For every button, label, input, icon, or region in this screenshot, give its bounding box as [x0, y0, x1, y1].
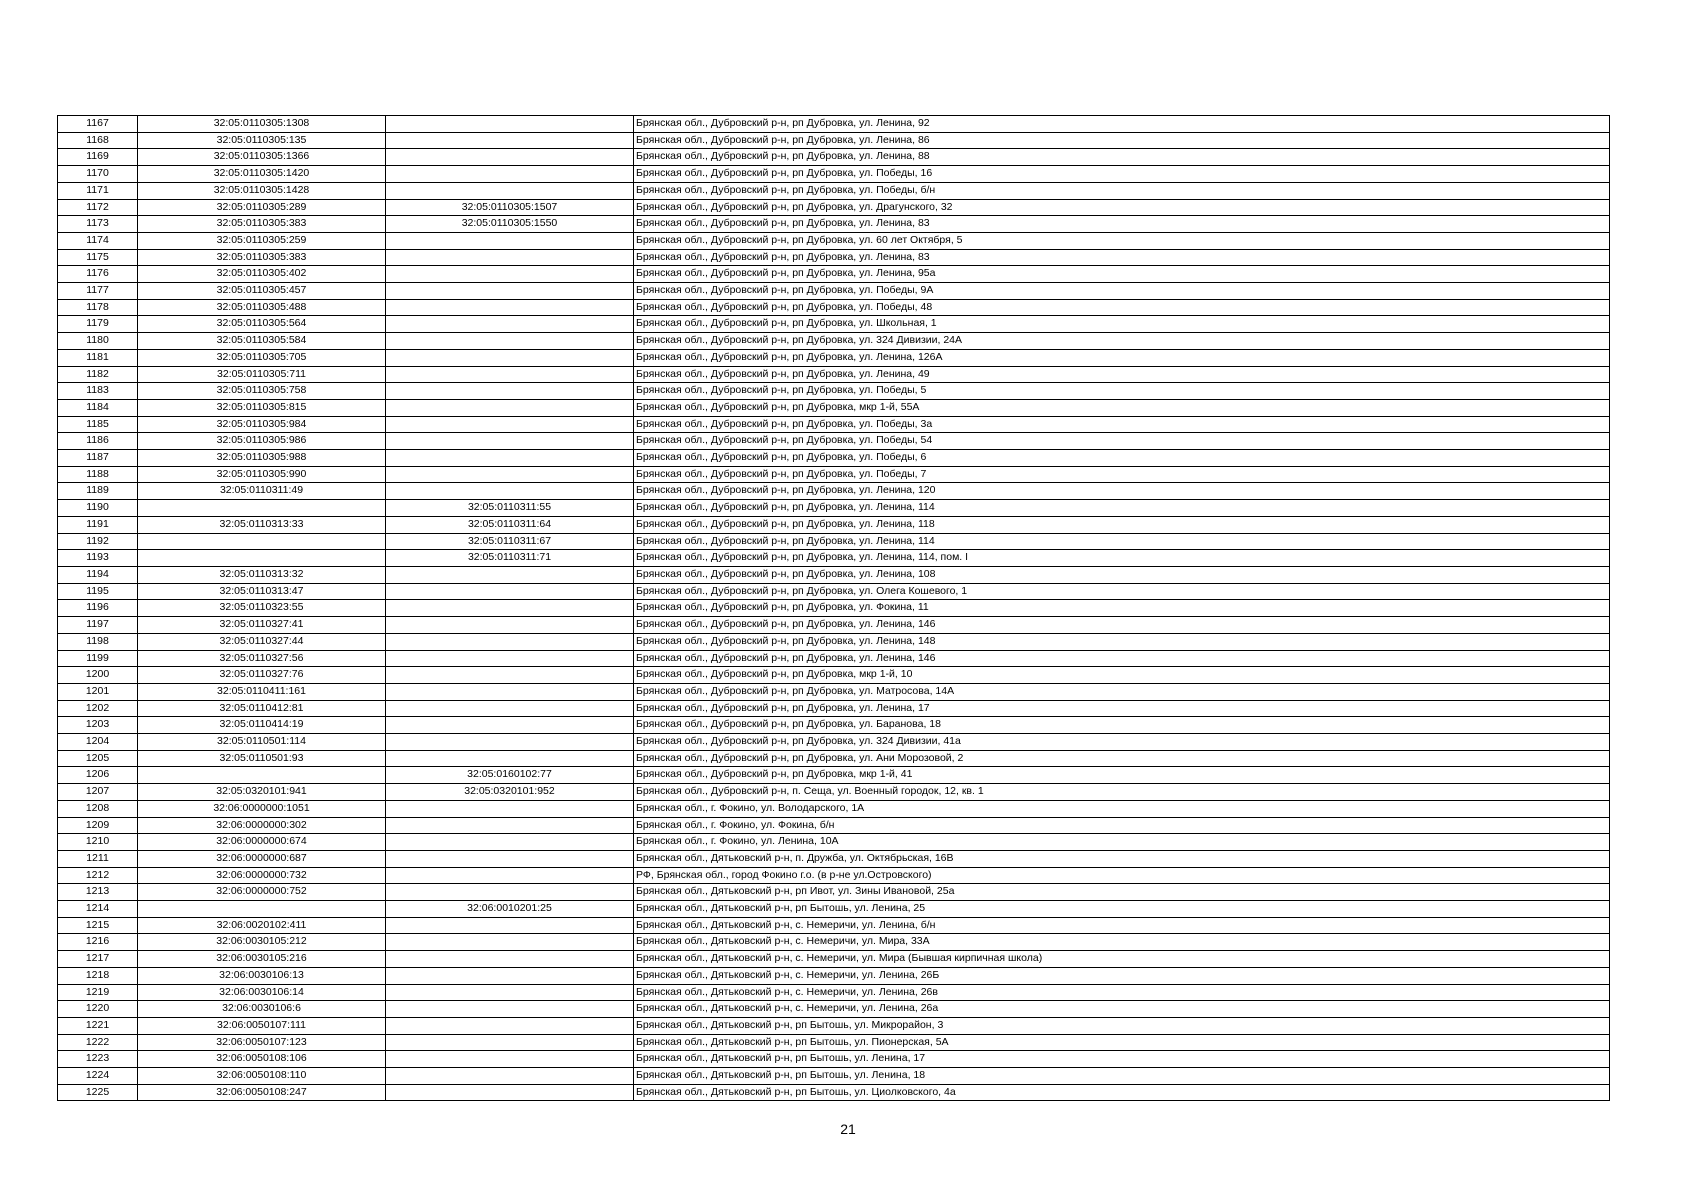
row-number-cell: 1216 [58, 934, 138, 951]
related-cadastral-number-cell [386, 132, 634, 149]
related-cadastral-number-cell [386, 967, 634, 984]
table-row [58, 951, 1610, 968]
table-row [58, 182, 1610, 199]
table-row [58, 349, 1610, 366]
table-row [58, 466, 1610, 483]
row-number-cell: 1214 [58, 901, 138, 918]
row-number-cell: 1176 [58, 266, 138, 283]
table-row [58, 483, 1610, 500]
row-number-cell: 1174 [58, 232, 138, 249]
address-cell: Брянская обл., Дубровский р-н, рп Дубровка, ул. Ленина, 83 [634, 216, 1610, 233]
row-number-cell: 1167 [58, 116, 138, 133]
related-cadastral-number-cell [386, 717, 634, 734]
related-cadastral-number-cell [386, 283, 634, 300]
row-number-cell: 1168 [58, 132, 138, 149]
related-cadastral-number-cell: 32:05:0110311:71 [386, 550, 634, 567]
row-number-cell: 1195 [58, 583, 138, 600]
cadastral-number-cell: 32:05:0110305:259 [138, 232, 386, 249]
related-cadastral-number-cell [386, 116, 634, 133]
address-cell: Брянская обл., Дубровский р-н, рп Дубровка, мкр 1-й, 41 [634, 767, 1610, 784]
address-cell: Брянская обл., Дубровский р-н, рп Дубровка, ул. Победы, 7 [634, 466, 1610, 483]
table-row [58, 884, 1610, 901]
row-number-cell: 1225 [58, 1084, 138, 1101]
table-row [58, 1051, 1610, 1068]
table-row [58, 216, 1610, 233]
related-cadastral-number-cell [386, 182, 634, 199]
table-row [58, 817, 1610, 834]
address-cell: Брянская обл., Дубровский р-н, рп Дубровка, ул. Баранова, 18 [634, 717, 1610, 734]
row-number-cell: 1212 [58, 867, 138, 884]
related-cadastral-number-cell [386, 416, 634, 433]
related-cadastral-number-cell [386, 316, 634, 333]
page-number: 21 [840, 1121, 856, 1137]
table-row [58, 867, 1610, 884]
row-number-cell: 1204 [58, 734, 138, 751]
row-number-cell: 1182 [58, 366, 138, 383]
row-number-cell: 1192 [58, 533, 138, 550]
cadastral-number-cell: 32:05:0110313:47 [138, 583, 386, 600]
row-number-cell: 1181 [58, 349, 138, 366]
address-cell: Брянская обл., Дубровский р-н, рп Дубровка, ул. Победы, 5 [634, 383, 1610, 400]
related-cadastral-number-cell [386, 917, 634, 934]
address-cell: Брянская обл., Дубровский р-н, рп Дубровка, ул. 324 Дивизии, 24А [634, 333, 1610, 350]
row-number-cell: 1206 [58, 767, 138, 784]
cadastral-number-cell: 32:06:0050107:123 [138, 1034, 386, 1051]
row-number-cell: 1197 [58, 617, 138, 634]
address-cell: Брянская обл., Дятьковский р-н, с. Немеричи, ул. Мира (Бывшая кирпичная школа) [634, 951, 1610, 968]
cadastral-number-cell: 32:06:0020102:411 [138, 917, 386, 934]
table-row [58, 1068, 1610, 1085]
cadastral-number-cell: 32:05:0110305:135 [138, 132, 386, 149]
related-cadastral-number-cell [386, 951, 634, 968]
row-number-cell: 1215 [58, 917, 138, 934]
table-row [58, 934, 1610, 951]
table-row [58, 500, 1610, 517]
address-cell: Брянская обл., Дятьковский р-н, с. Немеричи, ул. Ленина, 26а [634, 1001, 1610, 1018]
table-row [58, 399, 1610, 416]
related-cadastral-number-cell [386, 383, 634, 400]
cadastral-number-cell: 32:05:0110305:705 [138, 349, 386, 366]
table-row [58, 850, 1610, 867]
related-cadastral-number-cell [386, 266, 634, 283]
address-cell: Брянская обл., Дятьковский р-н, рп Ивот, ул. Зины Ивановой, 25а [634, 884, 1610, 901]
cadastral-number-cell: 32:05:0110305:1420 [138, 166, 386, 183]
cadastral-number-cell: 32:05:0110305:383 [138, 249, 386, 266]
address-cell: Брянская обл., Дятьковский р-н, с. Немеричи, ул. Ленина, 26Б [634, 967, 1610, 984]
property-table [57, 115, 1610, 1101]
cadastral-number-cell: 32:05:0110305:289 [138, 199, 386, 216]
address-cell: Брянская обл., Дубровский р-н, рп Дубровка, ул. Ленина, 126А [634, 349, 1610, 366]
row-number-cell: 1209 [58, 817, 138, 834]
address-cell: Брянская обл., Дубровский р-н, рп Дубровка, ул. Ленина, 108 [634, 566, 1610, 583]
table-row [58, 383, 1610, 400]
table-row [58, 734, 1610, 751]
address-cell: РФ, Брянская обл., город Фокино г.о. (в р-не ул.Островского) [634, 867, 1610, 884]
row-number-cell: 1223 [58, 1051, 138, 1068]
cadastral-number-cell: 32:06:0000000:674 [138, 834, 386, 851]
cadastral-number-cell: 32:06:0030106:14 [138, 984, 386, 1001]
row-number-cell: 1188 [58, 466, 138, 483]
cadastral-number-cell: 32:06:0000000:732 [138, 867, 386, 884]
cadastral-number-cell [138, 901, 386, 918]
cadastral-number-cell: 32:06:0000000:302 [138, 817, 386, 834]
row-number-cell: 1180 [58, 333, 138, 350]
table-row [58, 166, 1610, 183]
address-cell: Брянская обл., Дубровский р-н, рп Дубровка, ул. Победы, 54 [634, 433, 1610, 450]
related-cadastral-number-cell [386, 1084, 634, 1101]
row-number-cell: 1222 [58, 1034, 138, 1051]
table-row [58, 232, 1610, 249]
table-row [58, 516, 1610, 533]
row-number-cell: 1169 [58, 149, 138, 166]
table-row [58, 199, 1610, 216]
address-cell: Брянская обл., Дубровский р-н, рп Дубровка, ул. Ленина, 86 [634, 132, 1610, 149]
related-cadastral-number-cell [386, 600, 634, 617]
related-cadastral-number-cell [386, 834, 634, 851]
table-row [58, 784, 1610, 801]
table-row [58, 249, 1610, 266]
table-row [58, 700, 1610, 717]
cadastral-number-cell: 32:05:0110414:19 [138, 717, 386, 734]
table-row [58, 600, 1610, 617]
table-row [58, 316, 1610, 333]
row-number-cell: 1189 [58, 483, 138, 500]
address-cell: Брянская обл., Дубровский р-н, рп Дубровка, ул. Ленина, 114, пом. I [634, 550, 1610, 567]
address-cell: Брянская обл., Дятьковский р-н, с. Немеричи, ул. Ленина, 26в [634, 984, 1610, 1001]
related-cadastral-number-cell [386, 817, 634, 834]
cadastral-number-cell: 32:05:0110305:711 [138, 366, 386, 383]
table-row [58, 283, 1610, 300]
address-cell: Брянская обл., Дятьковский р-н, с. Немеричи, ул. Ленина, б/н [634, 917, 1610, 934]
related-cadastral-number-cell [386, 1034, 634, 1051]
cadastral-number-cell: 32:06:0050107:111 [138, 1017, 386, 1034]
related-cadastral-number-cell [386, 433, 634, 450]
address-cell: Брянская обл., Дубровский р-н, рп Дубровка, мкр 1-й, 10 [634, 667, 1610, 684]
related-cadastral-number-cell [386, 1001, 634, 1018]
table-row [58, 416, 1610, 433]
address-cell: Брянская обл., Дубровский р-н, рп Дубровка, ул. Ленина, 88 [634, 149, 1610, 166]
row-number-cell: 1211 [58, 850, 138, 867]
address-cell: Брянская обл., Дятьковский р-н, с. Немеричи, ул. Мира, 33А [634, 934, 1610, 951]
row-number-cell: 1202 [58, 700, 138, 717]
address-cell: Брянская обл., Дятьковский р-н, рп Бытошь, ул. Ленина, 25 [634, 901, 1610, 918]
row-number-cell: 1220 [58, 1001, 138, 1018]
cadastral-number-cell [138, 500, 386, 517]
related-cadastral-number-cell [386, 399, 634, 416]
table-row [58, 366, 1610, 383]
cadastral-number-cell: 32:05:0110327:56 [138, 650, 386, 667]
related-cadastral-number-cell [386, 249, 634, 266]
related-cadastral-number-cell: 32:06:0010201:25 [386, 901, 634, 918]
row-number-cell: 1205 [58, 750, 138, 767]
table-row [58, 533, 1610, 550]
related-cadastral-number-cell [386, 299, 634, 316]
table-row [58, 333, 1610, 350]
row-number-cell: 1199 [58, 650, 138, 667]
cadastral-number-cell: 32:06:0030105:216 [138, 951, 386, 968]
related-cadastral-number-cell [386, 867, 634, 884]
cadastral-number-cell: 32:05:0110327:76 [138, 667, 386, 684]
related-cadastral-number-cell [386, 667, 634, 684]
cadastral-number-cell: 32:05:0110305:758 [138, 383, 386, 400]
row-number-cell: 1207 [58, 784, 138, 801]
cadastral-number-cell: 32:05:0110305:990 [138, 466, 386, 483]
cadastral-number-cell: 32:05:0110305:986 [138, 433, 386, 450]
related-cadastral-number-cell [386, 166, 634, 183]
table-row [58, 149, 1610, 166]
row-number-cell: 1201 [58, 683, 138, 700]
table-row [58, 583, 1610, 600]
row-number-cell: 1218 [58, 967, 138, 984]
table-row [58, 550, 1610, 567]
address-cell: Брянская обл., Дубровский р-н, рп Дубровка, ул. 324 Дивизии, 41а [634, 734, 1610, 751]
cadastral-number-cell: 32:06:0030106:6 [138, 1001, 386, 1018]
related-cadastral-number-cell [386, 583, 634, 600]
row-number-cell: 1221 [58, 1017, 138, 1034]
related-cadastral-number-cell [386, 333, 634, 350]
cadastral-number-cell: 32:05:0110305:402 [138, 266, 386, 283]
related-cadastral-number-cell [386, 1068, 634, 1085]
cadastral-number-cell [138, 767, 386, 784]
cadastral-number-cell: 32:05:0110305:1428 [138, 182, 386, 199]
related-cadastral-number-cell: 32:05:0110305:1550 [386, 216, 634, 233]
address-cell: Брянская обл., Дубровский р-н, рп Дубровка, ул. Фокина, 11 [634, 600, 1610, 617]
address-cell: Брянская обл., Дубровский р-н, рп Дубровка, ул. Ленина, 114 [634, 533, 1610, 550]
related-cadastral-number-cell [386, 483, 634, 500]
table-row [58, 917, 1610, 934]
row-number-cell: 1217 [58, 951, 138, 968]
cadastral-number-cell: 32:05:0110305:1308 [138, 116, 386, 133]
address-cell: Брянская обл., Дубровский р-н, рп Дубровка, ул. Ани Морозовой, 2 [634, 750, 1610, 767]
table-row [58, 299, 1610, 316]
cadastral-number-cell: 32:06:0050108:247 [138, 1084, 386, 1101]
cadastral-number-cell: 32:05:0110311:49 [138, 483, 386, 500]
row-number-cell: 1210 [58, 834, 138, 851]
table-row [58, 984, 1610, 1001]
table-row [58, 650, 1610, 667]
table-row [58, 667, 1610, 684]
cadastral-number-cell: 32:06:0030105:212 [138, 934, 386, 951]
address-cell: Брянская обл., Дубровский р-н, рп Дубровка, ул. Ленина, 120 [634, 483, 1610, 500]
related-cadastral-number-cell: 32:05:0110305:1507 [386, 199, 634, 216]
cadastral-number-cell: 32:05:0110327:44 [138, 633, 386, 650]
table-row [58, 1084, 1610, 1101]
row-number-cell: 1170 [58, 166, 138, 183]
cadastral-number-cell: 32:05:0110305:984 [138, 416, 386, 433]
related-cadastral-number-cell [386, 149, 634, 166]
address-cell: Брянская обл., Дубровский р-н, рп Дубровка, мкр 1-й, 55А [634, 399, 1610, 416]
related-cadastral-number-cell [386, 366, 634, 383]
related-cadastral-number-cell [386, 884, 634, 901]
table-row [58, 116, 1610, 133]
related-cadastral-number-cell [386, 984, 634, 1001]
cadastral-number-cell: 32:05:0110305:457 [138, 283, 386, 300]
related-cadastral-number-cell [386, 934, 634, 951]
address-cell: Брянская обл., Дятьковский р-н, рп Бытошь, ул. Пионерская, 5А [634, 1034, 1610, 1051]
row-number-cell: 1184 [58, 399, 138, 416]
address-cell: Брянская обл., Дубровский р-н, рп Дубровка, ул. Победы, 9А [634, 283, 1610, 300]
address-cell: Брянская обл., Дятьковский р-н, п. Дружба, ул. Октябрьская, 16В [634, 850, 1610, 867]
related-cadastral-number-cell [386, 232, 634, 249]
address-cell: Брянская обл., Дубровский р-н, рп Дубровка, ул. Драгунского, 32 [634, 199, 1610, 216]
row-number-cell: 1208 [58, 800, 138, 817]
cadastral-number-cell: 32:05:0110305:815 [138, 399, 386, 416]
table-row [58, 132, 1610, 149]
address-cell: Брянская обл., г. Фокино, ул. Фокина, б/н [634, 817, 1610, 834]
cadastral-number-cell: 32:05:0110411:161 [138, 683, 386, 700]
related-cadastral-number-cell: 32:05:0110311:64 [386, 516, 634, 533]
table-row [58, 266, 1610, 283]
address-cell: Брянская обл., Дубровский р-н, рп Дубровка, ул. Ленина, 146 [634, 650, 1610, 667]
cadastral-number-cell: 32:05:0110305:564 [138, 316, 386, 333]
address-cell: Брянская обл., Дубровский р-н, рп Дубровка, ул. Ленина, 146 [634, 617, 1610, 634]
related-cadastral-number-cell [386, 1017, 634, 1034]
address-cell: Брянская обл., Дубровский р-н, рп Дубровка, ул. Ленина, 95а [634, 266, 1610, 283]
cadastral-number-cell: 32:05:0110327:41 [138, 617, 386, 634]
table-row [58, 450, 1610, 467]
row-number-cell: 1171 [58, 182, 138, 199]
table-row [58, 683, 1610, 700]
address-cell: Брянская обл., г. Фокино, ул. Володарского, 1А [634, 800, 1610, 817]
cadastral-number-cell: 32:05:0110412:81 [138, 700, 386, 717]
address-cell: Брянская обл., Дубровский р-н, рп Дубровка, ул. Матросова, 14А [634, 683, 1610, 700]
address-cell: Брянская обл., Дубровский р-н, рп Дубровка, ул. Ленина, 148 [634, 633, 1610, 650]
address-cell: Брянская обл., Дубровский р-н, рп Дубровка, ул. Победы, 48 [634, 299, 1610, 316]
address-cell: Брянская обл., Дубровский р-н, рп Дубровка, ул. Ленина, 49 [634, 366, 1610, 383]
related-cadastral-number-cell [386, 1051, 634, 1068]
row-number-cell: 1219 [58, 984, 138, 1001]
related-cadastral-number-cell [386, 650, 634, 667]
row-number-cell: 1175 [58, 249, 138, 266]
row-number-cell: 1213 [58, 884, 138, 901]
address-cell: Брянская обл., Дубровский р-н, рп Дубровка, ул. Ленина, 114 [634, 500, 1610, 517]
table-row [58, 433, 1610, 450]
cadastral-number-cell: 32:06:0050108:106 [138, 1051, 386, 1068]
cadastral-number-cell [138, 550, 386, 567]
cadastral-number-cell: 32:05:0110501:114 [138, 734, 386, 751]
address-cell: Брянская обл., Дубровский р-н, п. Сеща, ул. Военный городок, 12, кв. 1 [634, 784, 1610, 801]
table-row [58, 1001, 1610, 1018]
address-cell: Брянская обл., Дубровский р-н, рп Дубровка, ул. Победы, б/н [634, 182, 1610, 199]
table-row [58, 1034, 1610, 1051]
row-number-cell: 1183 [58, 383, 138, 400]
cadastral-number-cell: 32:05:0320101:941 [138, 784, 386, 801]
row-number-cell: 1198 [58, 633, 138, 650]
address-cell: Брянская обл., Дубровский р-н, рп Дубровка, ул. Победы, 16 [634, 166, 1610, 183]
table-row [58, 633, 1610, 650]
address-cell: Брянская обл., Дубровский р-н, рп Дубровка, ул. Олега Кошевого, 1 [634, 583, 1610, 600]
cadastral-number-cell: 32:06:0050108:110 [138, 1068, 386, 1085]
row-number-cell: 1185 [58, 416, 138, 433]
related-cadastral-number-cell [386, 349, 634, 366]
cadastral-number-cell: 32:05:0110305:383 [138, 216, 386, 233]
row-number-cell: 1194 [58, 566, 138, 583]
related-cadastral-number-cell: 32:05:0160102:77 [386, 767, 634, 784]
address-cell: Брянская обл., Дубровский р-н, рп Дубровка, ул. Ленина, 118 [634, 516, 1610, 533]
cadastral-number-cell: 32:05:0110313:33 [138, 516, 386, 533]
row-number-cell: 1186 [58, 433, 138, 450]
cadastral-number-cell: 32:05:0110323:55 [138, 600, 386, 617]
row-number-cell: 1179 [58, 316, 138, 333]
row-number-cell: 1191 [58, 516, 138, 533]
row-number-cell: 1203 [58, 717, 138, 734]
related-cadastral-number-cell [386, 466, 634, 483]
address-cell: Брянская обл., Дубровский р-н, рп Дубровка, ул. Победы, 6 [634, 450, 1610, 467]
table-row [58, 617, 1610, 634]
row-number-cell: 1187 [58, 450, 138, 467]
table-row [58, 834, 1610, 851]
cadastral-number-cell: 32:05:0110305:488 [138, 299, 386, 316]
table-row [58, 967, 1610, 984]
table-row [58, 1017, 1610, 1034]
related-cadastral-number-cell: 32:05:0320101:952 [386, 784, 634, 801]
related-cadastral-number-cell [386, 800, 634, 817]
related-cadastral-number-cell [386, 750, 634, 767]
cadastral-number-cell: 32:05:0110305:1366 [138, 149, 386, 166]
address-cell: Брянская обл., Дятьковский р-н, рп Бытошь, ул. Ленина, 18 [634, 1068, 1610, 1085]
row-number-cell: 1173 [58, 216, 138, 233]
address-cell: Брянская обл., Дубровский р-н, рп Дубровка, ул. Школьная, 1 [634, 316, 1610, 333]
cadastral-number-cell: 32:06:0030106:13 [138, 967, 386, 984]
table-row [58, 800, 1610, 817]
cadastral-number-cell: 32:06:0000000:1051 [138, 800, 386, 817]
address-cell: Брянская обл., Дятьковский р-н, рп Бытошь, ул. Циолковского, 4а [634, 1084, 1610, 1101]
related-cadastral-number-cell [386, 450, 634, 467]
related-cadastral-number-cell [386, 566, 634, 583]
row-number-cell: 1200 [58, 667, 138, 684]
cadastral-number-cell [138, 533, 386, 550]
table-row [58, 566, 1610, 583]
row-number-cell: 1193 [58, 550, 138, 567]
related-cadastral-number-cell [386, 617, 634, 634]
address-cell: Брянская обл., Дубровский р-н, рп Дубровка, ул. 60 лет Октября, 5 [634, 232, 1610, 249]
address-cell: Брянская обл., Дубровский р-н, рп Дубровка, ул. Ленина, 17 [634, 700, 1610, 717]
address-cell: Брянская обл., Дубровский р-н, рп Дубровка, ул. Ленина, 92 [634, 116, 1610, 133]
property-table-body [58, 116, 1610, 1101]
address-cell: Брянская обл., Дятьковский р-н, рп Бытошь, ул. Ленина, 17 [634, 1051, 1610, 1068]
table-row [58, 750, 1610, 767]
address-cell: Брянская обл., Дубровский р-н, рп Дубровка, ул. Победы, 3а [634, 416, 1610, 433]
cadastral-number-cell: 32:06:0000000:752 [138, 884, 386, 901]
related-cadastral-number-cell: 32:05:0110311:67 [386, 533, 634, 550]
related-cadastral-number-cell [386, 734, 634, 751]
related-cadastral-number-cell [386, 700, 634, 717]
row-number-cell: 1178 [58, 299, 138, 316]
related-cadastral-number-cell: 32:05:0110311:55 [386, 500, 634, 517]
table-row [58, 717, 1610, 734]
cadastral-number-cell: 32:05:0110313:32 [138, 566, 386, 583]
address-cell: Брянская обл., Дубровский р-н, рп Дубровка, ул. Ленина, 83 [634, 249, 1610, 266]
cadastral-number-cell: 32:06:0000000:687 [138, 850, 386, 867]
row-number-cell: 1172 [58, 199, 138, 216]
row-number-cell: 1196 [58, 600, 138, 617]
row-number-cell: 1177 [58, 283, 138, 300]
cadastral-number-cell: 32:05:0110305:988 [138, 450, 386, 467]
address-cell: Брянская обл., Дятьковский р-н, рп Бытошь, ул. Микрорайон, 3 [634, 1017, 1610, 1034]
related-cadastral-number-cell [386, 633, 634, 650]
cadastral-number-cell: 32:05:0110305:584 [138, 333, 386, 350]
related-cadastral-number-cell [386, 850, 634, 867]
address-cell: Брянская обл., г. Фокино, ул. Ленина, 10А [634, 834, 1610, 851]
table-row [58, 767, 1610, 784]
row-number-cell: 1190 [58, 500, 138, 517]
row-number-cell: 1224 [58, 1068, 138, 1085]
table-row [58, 901, 1610, 918]
cadastral-number-cell: 32:05:0110501:93 [138, 750, 386, 767]
related-cadastral-number-cell [386, 683, 634, 700]
